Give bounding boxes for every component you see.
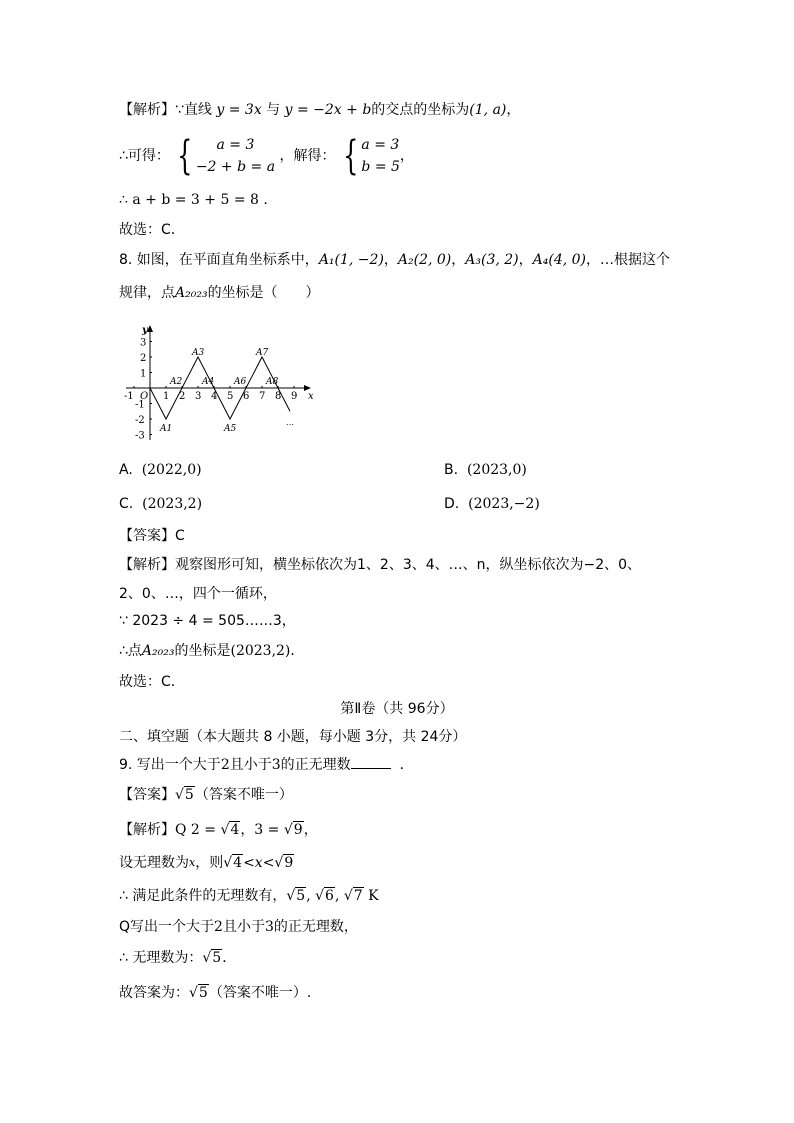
option-c[interactable]: C. (2023,2) (119, 496, 203, 512)
question-8-analysis-line4: ∴点A₂₀₂₃的坐标是(2023,2)． (119, 643, 305, 659)
analysis-7-choice: 故选：C． (119, 222, 185, 238)
question-8-stem-line2: 规律，点A₂₀₂₃的坐标是（ ） (119, 285, 320, 301)
point-label-a2: A2 (170, 377, 183, 387)
question-8-analysis-line3: ∵ 2023 ÷ 4 = 505……3， (119, 613, 296, 629)
question-9-answer: 【答案】√5（答案不唯一） (119, 787, 293, 803)
question-9-analysis-line2: 设无理数为$^x$，则√4<x<√9 (119, 855, 294, 871)
zigzag-coordinate-graph (118, 322, 318, 444)
y-tick-label: -1 (135, 399, 145, 411)
y-tick-label: -2 (135, 415, 145, 426)
analysis-7-systems: ∴可得： { a = 3 −2 + b = a ，解得： { a = 3 b = 5 ， (119, 133, 414, 179)
question-8-answer: 【答案】C (119, 528, 185, 544)
question-9-stem: 9. 写出一个大于2且小于3的正无理数 ． (119, 754, 414, 775)
equation-line1: y = 3x (216, 102, 262, 118)
analysis-7-line1: 【解析】∵直线 y = 3x 与 y = −2x + b的交点的坐标为(1, a)， (119, 102, 521, 118)
option-b[interactable]: B. (2023,0) (444, 462, 527, 478)
x-tick-label: 7 (259, 391, 266, 402)
point-label-a4: A4 (202, 377, 215, 387)
equation-system-1: { a = 3 −2 + b = a (177, 133, 276, 179)
equation-line2: y = −2x + b (284, 102, 372, 118)
equation-system-2: { a = 3 b = 5 (343, 133, 400, 179)
x-tick-label: 4 (211, 391, 218, 402)
x-tick-label: 3 (195, 391, 202, 402)
answer-blank[interactable] (351, 754, 391, 769)
section-2-title: 第Ⅱ卷（共 96分） (340, 701, 454, 717)
question-9-analysis-line4: Q写出一个大于2且小于3的正无理数， (119, 919, 358, 935)
point-label-a1: A1 (160, 424, 173, 434)
question-8-choice: 故选：C． (119, 674, 185, 690)
option-a[interactable]: A. (2022,0) (119, 462, 202, 478)
graph-ellipsis: … (286, 418, 294, 427)
x-axis-label: x (308, 391, 314, 402)
point-label-a8: A8 (266, 377, 279, 387)
point-label-a7: A7 (256, 348, 269, 358)
question-8-stem-line1: 8. 如图，在平面直角坐标系中，A₁(1, −2)，A₂(2, 0)，A₃(3, 2)，A₄(4, 0)，…根据这个 (119, 252, 671, 268)
x-tick-label: 2 (179, 391, 186, 402)
origin-label: O (140, 391, 149, 402)
question-9-analysis-line3: ∴ 满足此条件的无理数有，√5, √6, √7 K (119, 888, 379, 904)
question-9-analysis-line5: ∴ 无理数为：√5． (119, 950, 237, 966)
question-8-analysis-line2: 2、0、…，四个一循环， (119, 586, 277, 602)
x-tick-label: 8 (275, 391, 282, 402)
intersection-point: (1, a) (469, 102, 507, 118)
x-tick-label: 1 (163, 391, 170, 402)
y-tick-label: 3 (140, 337, 147, 349)
y-tick-label: -3 (135, 430, 145, 442)
y-tick-label: 2 (140, 353, 147, 364)
x-tick-label: 6 (243, 391, 250, 402)
question-8-analysis-line1: 【解析】观察图形可知，横坐标依次为1、2、3、4、…、n，纵坐标依次为−2、0、 (119, 557, 642, 573)
x-tick-label: -1 (124, 391, 134, 402)
point-label-a6: A6 (234, 377, 247, 387)
y-tick-label: 1 (140, 368, 147, 380)
analysis-7-sum: ∴ a + b = 3 + 5 = 8 . (119, 192, 268, 208)
point-label-a3: A3 (192, 348, 205, 358)
x-tick-label: 9 (291, 391, 298, 402)
option-d[interactable]: D. (2023,−2) (444, 496, 540, 512)
x-tick-label: 5 (227, 391, 234, 402)
y-axis-label: y (142, 325, 148, 336)
question-9-analysis-line1: 【解析】Q 2 = √4，3 = √9， (119, 822, 318, 838)
question-9-analysis-line6: 故答案为：√5（答案不唯一）. (119, 985, 312, 1001)
point-label-a5: A5 (224, 424, 237, 434)
section-2-heading: 二、填空题（本大题共 8 小题，每小题 3分，共 24分） (119, 729, 467, 745)
